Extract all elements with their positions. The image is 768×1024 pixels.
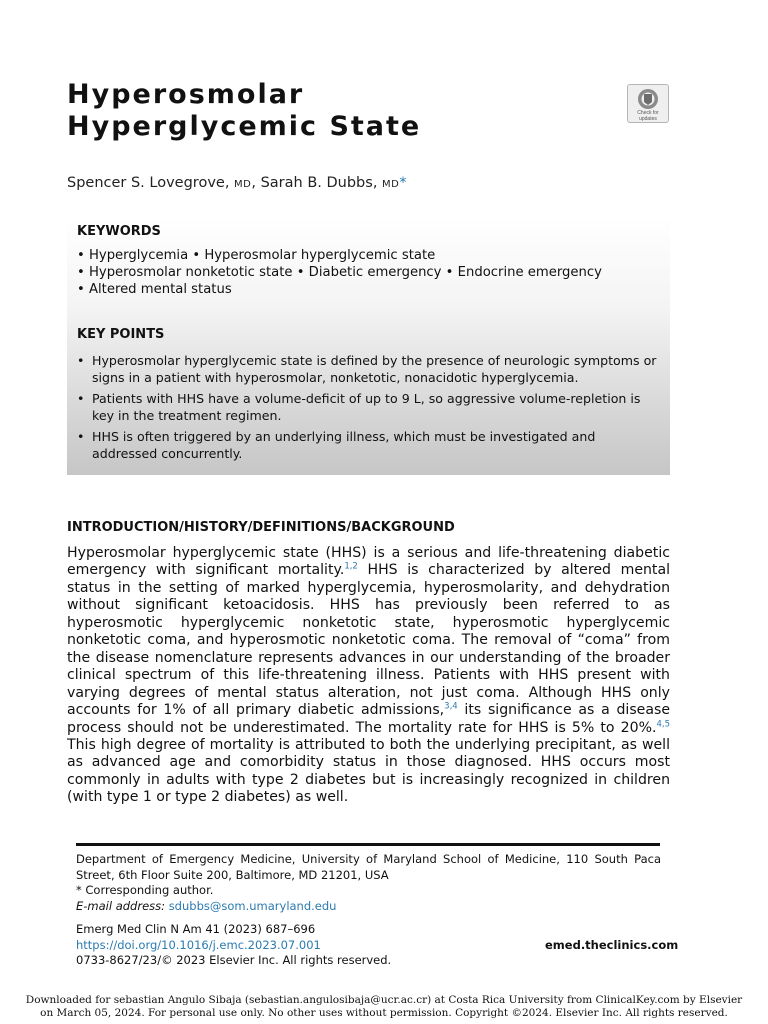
bullet-marker: • <box>77 429 85 444</box>
title-line-1: Hyperosmolar <box>67 79 305 110</box>
reference-link[interactable]: 3,4 <box>444 701 458 712</box>
email-label: E-mail address: <box>76 898 166 913</box>
crossmark-icon <box>637 88 659 110</box>
keyword-line: • Hyperosmolar nonketotic state • Diabetic emergency • Endocrine emergency <box>77 265 602 280</box>
footnote-block <box>76 852 661 914</box>
author-name: Spencer S. Lovegrove, <box>67 175 230 191</box>
affiliation: Department of Emergency Medicine, University of Maryland School of Medicine, 110 South Paca Street, 6th Floor Suite 200, Baltimore, MD 21201, USA <box>76 852 661 882</box>
email-link[interactable]: sdubbs@som.umaryland.edu <box>168 898 337 913</box>
key-points-list <box>77 352 662 462</box>
keyword-line: • Hyperglycemia • Hyperosmolar hyperglycemic state <box>77 248 436 263</box>
footnote-divider <box>76 843 660 846</box>
journal-site-link[interactable]: emed.theclinics.com <box>545 938 679 952</box>
title-line-2: Hyperglycemic State <box>67 111 422 142</box>
author-degree: MD <box>382 179 400 190</box>
author-degree: MD <box>234 179 252 190</box>
keywords-heading: KEYWORDS <box>77 224 161 239</box>
corresponding-note: * Corresponding author. <box>76 883 214 897</box>
email-line <box>76 899 661 915</box>
author-name: Sarah B. Dubbs, <box>260 175 378 191</box>
section-heading: INTRODUCTION/HISTORY/DEFINITIONS/BACKGROUND <box>67 520 455 535</box>
key-point-item <box>77 428 662 462</box>
check-for-updates-badge[interactable] <box>627 84 669 123</box>
bullet-marker: • <box>77 353 85 368</box>
key-point-item <box>77 390 662 424</box>
body-paragraph <box>67 545 670 807</box>
bullet-marker: • <box>77 391 85 406</box>
badge-label: Check for updates <box>637 110 659 122</box>
author-line <box>67 175 407 191</box>
download-line: on March 05, 2024. For personal use only. No other uses without permission. Copyright ©2024. Elsevier Inc. All rights reserved. <box>40 1007 728 1019</box>
reference-link[interactable]: 1,2 <box>344 561 358 572</box>
author-separator: , <box>251 175 261 191</box>
key-point-text: Hyperosmolar hyperglycemic state is defined by the presence of neurologic symptoms or signs in a patient with hyperosmolar, nonketotic, nonacidotic hyperglycemia. <box>92 353 657 385</box>
body-text-segment: Hyperosmolar hyperglycemic state (HHS) is a serious and life-threatening diabetic emergency with significant mortality. <box>67 545 670 579</box>
body-text-segment: HHS is characterized by altered mental status in the setting of marked hyperglycemia, hyperosmolarity, and dehydration without significant ketoacidosis. HHS has previously been referred to as hyperosmotic hyperglycemic nonketotic state, hyperosmotic hyperglycemic nonketotic coma, and hyperosmotic nonketotic coma. The removal of “coma” from the disease nomenclature represents advances in our understanding of the broader clinical spectrum of this life-threatening illness. Patients with HHS present with varying degrees of mental status alteration, not just coma. Although HHS only accounts for 1% of all primary diabetic admissions, <box>67 562 670 719</box>
key-point-text: Patients with HHS have a volume-deficit of up to 9 L, so aggressive volume-repletion is key in the treatment regimen. <box>92 391 641 423</box>
keywords-list <box>77 247 602 298</box>
key-points-heading: KEY POINTS <box>77 327 165 342</box>
body-text-segment: its significance as a disease process should not be underestimated. The mortality rate for HHS is 5% to 20%. <box>67 702 670 736</box>
download-notice <box>10 994 758 1020</box>
copyright-line: 0733-8627/23/© 2023 Elsevier Inc. All rights reserved. <box>76 953 392 967</box>
citation-block <box>76 922 391 969</box>
body-text-segment: This high degree of mortality is attributed to both the underlying precipitant, as well as advanced age and comorbidity status in those diagnosed. HHS occurs most commonly in adults with type 2 diabetes but is increasingly recognized in children (with type 1 or type 2 diabetes) as well. <box>67 736 670 806</box>
keyword-line: • Altered mental status <box>77 282 232 297</box>
key-point-item <box>77 352 662 386</box>
download-line: Downloaded for sebastian Angulo Sibaja (sebastian.angulosibaja@ucr.ac.cr) at Costa Rica University from ClinicalKey.com by Elsevier <box>25 994 743 1006</box>
corresponding-author-link[interactable]: * <box>399 175 407 191</box>
reference-link[interactable]: 4,5 <box>656 718 670 729</box>
doi-link[interactable]: https://doi.org/10.1016/j.emc.2023.07.001 <box>76 937 321 952</box>
keywords-keypoints-box <box>67 216 670 475</box>
journal-citation: Emerg Med Clin N Am 41 (2023) 687–696 <box>76 922 316 936</box>
key-point-text: HHS is often triggered by an underlying illness, which must be investigated and addressed concurrently. <box>92 429 596 461</box>
article-title <box>67 79 421 143</box>
